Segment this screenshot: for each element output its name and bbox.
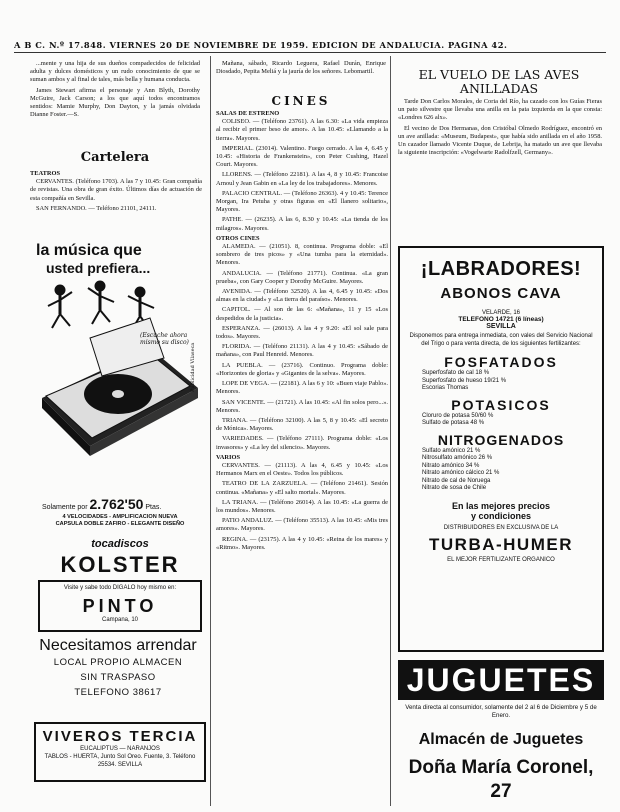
listing: TRIANA. — (Teléfono 32100). A las 5, 8 y 10.45: «El secreto de Mónica». Mayores. bbox=[216, 416, 388, 433]
review-text: ...mente y una hija de sus dueños compadecidos de felicidad adulta y dulces domésticos y un rudo conocimiento de que se suman ambos y al final de tales, más bella y humana conducta. James Stewart afirma el personaje y Ann Blyth, Dorothy McGuire, Jack Carson; a los que aquí todos encontramos sentidos: Mamie Murphy, Don Dayton, y la jamás olvidada Dianne Foster.—S. bbox=[30, 60, 200, 119]
potasicos-heading: POTASICOS bbox=[451, 396, 551, 413]
price-line: Solamente por 2.762'50 Ptas. bbox=[42, 496, 162, 512]
listing: ALAMEDA. — (21051). 8, continua. Programa doble: «El sombrero de tres picos» y «Una tumba para la eternidad». Menores. bbox=[216, 243, 388, 267]
listing: ANDALUCIA. — (Teléfono 21771). Continua. «La gran prueba», con Gary Cooper y Dorothy McGuire. Mayores. bbox=[216, 269, 388, 285]
listing: AVENIDA. — (Teléfono 32520). A las 4, 6.45 y 10.45: «Dos almas en la ciudad» y «La tierra del paraíso». Menores. bbox=[216, 288, 388, 304]
almacen-line: Almacén de Juguetes bbox=[418, 731, 584, 748]
teatros-label: TEATROS bbox=[30, 170, 61, 177]
listing: VARIEDADES. — (Teléfono 27111). Programa doble: «Los invasores» y «La ley del silencio». Mayores. bbox=[216, 435, 388, 451]
listing: IMPERIAL. (23014). Valentino. Fuego cerrado. A las 4, 6.45 y 10.45: «Historia de Frankenstein», con Peter Cushing, Hazel Court. Mayores. bbox=[216, 144, 388, 169]
fosfatados-heading: FOSFATADOS bbox=[444, 354, 558, 370]
page-header: A B C. N.º 17.848. VIERNES 20 DE NOVIEMBRE DE 1959. EDICION DE ANDALUCIA. PAGINA 42. bbox=[14, 40, 508, 50]
features: 4 VELOCIDADES - AMPLIFICACION NUEVA CAPSULA DOBLE ZAFIRO - ELEGANTE DISEÑO bbox=[55, 514, 185, 527]
listing: COLISEO. — (Teléfono 23761). A las 6.30: «La vida empieza al recibir el primer beso de amor». A las 10.45: «Llamando a la tierra». Mayores. bbox=[216, 118, 388, 142]
middle-top-text: Mañana, sábado, Ricardo Leguera, Rafael Durán, Enrique Diosdado, Pepita Meliá y la jauría de los señores. Lebomartil. bbox=[216, 60, 386, 76]
ad-callout: (Escuche ahora mismo su disco) bbox=[140, 332, 189, 346]
cines-title: CINES bbox=[271, 94, 331, 108]
column-divider bbox=[210, 56, 211, 806]
listing: LOPE DE VEGA. — (22181). A las 6 y 10: «Buen viaje Pablo». Menores. bbox=[216, 380, 388, 396]
price-value: 2.762'50 bbox=[89, 496, 144, 512]
aves-text: Tarde Don Carlos Morales, de Coria del Río, ha cazado con los Guías Fieras un pato silvestre que llevaba una anilla en la pata izquierda en la que consta: «Londres 626 alx». El vecino de Dos Hermanas, don Cristóbal Olmedo Rodríguez, encontró en un ave anillada: «Museum, Budapest», que había sido anillada en el año 1958. Un cazador llamado Vicente Duque, de Lebrija, ha matado un ave que llevaba la siguiente inscripción: «Vogelwarte Radolfzell, Germany». bbox=[398, 98, 602, 157]
aves-title: EL VUELO DE LAS AVES ANILLADAS bbox=[418, 68, 580, 96]
listing: SAN VICENTE. — (21721). A las 10.45: «Al fin solos pero...». Menores. bbox=[216, 398, 388, 414]
fosfatados-list: Superfosfato de cal 18 % Superfosfato de hueso 19/21 % Escorias Thomas bbox=[422, 370, 507, 391]
juguetes-text: Venta directa al consumidor, solamente del 2 al 6 de Diciembre y 5 de Enero. bbox=[405, 704, 597, 719]
cines-listings bbox=[216, 110, 388, 800]
turba-humer: TURBA-HUMER bbox=[429, 534, 573, 554]
abonos-cava-ad: ¡LABRADORES! ABONOS CAVA VELARDE, 16 TELEFONO 14721 (6 líneas) SEVILLA Disponemos para entrega inmediata, con vales del Servicio Nacional del Trigo o para venta directa, de los siguientes fertilizantes: FOSFATADOS Superfosfato de cal 18 % Superfosfato de hueso 19/21 % Escorias Thomas POTASICOS Cloruro de potasa 50/60 % Sulfato de potasa 48 % NITROGENADOS Sulfato amónico 21 % Nitrosulfato amónico 26 % Nitrato amónico 34 % Nitrato amónico cálcico 21 % Nitrato de cal de Noruega Nitrato de sosa de Chile En las mejores precios y condiciones DISTRIBUIDORES EN EXCLUSIVA DE LA TURBA-HUMER EL MEJOR FERTILIZANTE ORGANICO bbox=[398, 246, 604, 652]
listing: PATIO ANDALUZ. — (Teléfono 35513). A las 10.45: «Mis tres amores». Mayores. bbox=[216, 517, 388, 533]
listing: CERVANTES. — (21113). A las 4, 6.45 y 10.45: «Los Hermanos Marx en el Oeste». Todos los públicos. bbox=[216, 461, 388, 478]
listing: LLORENS. — (Teléfono 22181). A las 4, 8 y 10.45: Francoise Arnoul y Jean Gabin en «La ley de los trabajadores». Menores. bbox=[216, 171, 388, 187]
brand-small: tocadiscos bbox=[91, 538, 149, 550]
section-heading: OTROS CINES bbox=[216, 234, 260, 242]
abonos-cava: ABONOS CAVA bbox=[440, 285, 562, 302]
section-heading: SALAS DE ESTRENO bbox=[216, 110, 280, 117]
listing: FLORIDA. — (Teléfono 21131). A las 4 y 10.45: «Sábado de mañana», con Paul Henreid. Menores. bbox=[216, 343, 388, 359]
header-rule bbox=[14, 52, 606, 53]
teatros-section: TEATROS CERVANTES. (Teléfono 1703). A las 7 y 10.45: Gran compañía de revistas. Una obra de gran éxito. Últimos días de actuación de esta compañía en Sevilla. SAN FERNANDO. — Teléfono 21101, 24111. bbox=[30, 170, 202, 212]
nitrogenados-list: Sulfato amónico 21 % Nitrosulfato amónico 26 % Nitrato amónico 34 % Nitrato amónico cálcico 21 % Nitrato de cal de Noruega Nitrato de sosa de Chile bbox=[422, 447, 500, 491]
kolster-brand: KOLSTER bbox=[60, 552, 180, 577]
listing: PATHE. — (26235). A las 6, 8.30 y 10.45: «La tienda de los milagros». Mayores. bbox=[216, 216, 388, 232]
section-heading: VARIOS bbox=[216, 453, 241, 461]
nitrogenados-heading: NITROGENADOS bbox=[437, 431, 565, 448]
illustration bbox=[30, 278, 205, 458]
arrendar-ad: Necesitamos arrendar LOCAL PROPIO ALMACEN SIN TRASPASO TELEFONO 38617 bbox=[30, 636, 206, 716]
arrendar-title: Necesitamos arrendar bbox=[39, 637, 197, 654]
cartelera-title: Cartelera bbox=[80, 150, 150, 165]
listing: REGINA. — (23175). A las 4 y 10.45: «Reina de los mares» y «Ritmo». Mayores. bbox=[216, 535, 388, 551]
store-name: PINTO bbox=[82, 596, 158, 616]
listing: CAPITOL. — Al son de las 6: «Mañana», 11 y 15 «Los despedidos de la justicia». bbox=[216, 306, 388, 322]
listing: ESPERANZA. — (26013). A las 4 y 9.20: «El sol sale para todos». Mayores. bbox=[216, 324, 388, 341]
viveros-ad: VIVEROS TERCIA EUCALIPTUS — NARANJOS TABLOS - HUERTA, Junto Sol Oreo. Fuente, 3. Teléfono 25534. SEVILLA bbox=[34, 722, 206, 782]
kolster-ad bbox=[30, 242, 205, 490]
potasicos-list: Cloruro de potasa 50/60 % Sulfato de potasa 48 % bbox=[422, 412, 494, 426]
ad-headline-1: la música que bbox=[36, 242, 142, 259]
column-divider bbox=[390, 56, 391, 806]
listing: LA TRIANA. — (Teléfono 26014). A las 10.45: «La guerra de los mundos». Menores. bbox=[216, 498, 388, 514]
address-line: Doña María Coronel, 27 bbox=[408, 757, 594, 802]
ad-headline-2: usted prefiera... bbox=[46, 260, 151, 276]
ad-sidenote: Publicidad Vilaseca bbox=[190, 342, 196, 392]
labradores-title: ¡LABRADORES! bbox=[420, 258, 582, 280]
juguetes-banner: JUGUETES bbox=[398, 660, 604, 700]
listing: PALACIO CENTRAL. — (Teléfono 26363). 4 y 10.45: Terence Morgan, Ira Petuha y otras figuras en «El llanero solitario», Mayores. bbox=[216, 189, 388, 214]
listing: LA PUEBLA. — (23716). Continuo. Programa doble: «Horizontes de gloria» y «Gigantes de la selva». Mayores. bbox=[216, 361, 388, 377]
listing: TEATRO DE LA ZARZUELA. — (Teléfono 21461). Sesión continua. «Mañana» y «El salto mortal». Mayores. bbox=[216, 480, 388, 496]
viveros-title: VIVEROS TERCIA bbox=[42, 728, 198, 745]
pinto-box: Visite y sabe todo DIGALO hoy mismo en: PINTO Campana, 10 bbox=[38, 580, 202, 632]
